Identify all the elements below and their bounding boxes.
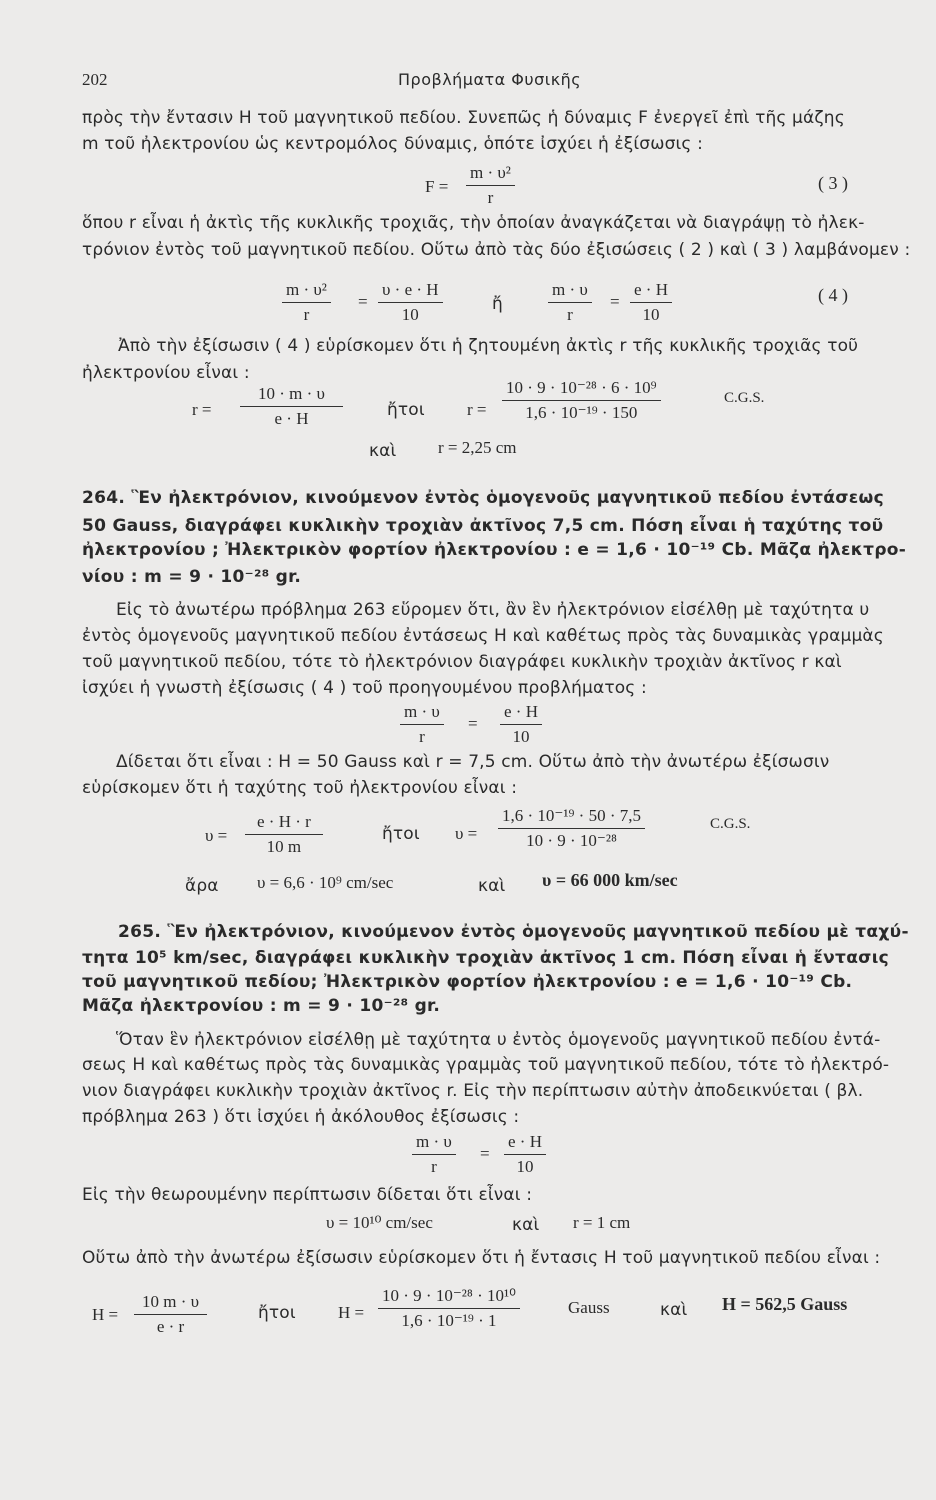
equation-label: ( 3 ) bbox=[818, 173, 848, 193]
text-line: ὅπου r εἶναι ἡ ἀκτὶς τῆς κυκλικῆς τροχιᾶς, τὴν ὁποίαν ἀναγκάζεται νὰ διαγράψῃ τὸ ἠλεκ- bbox=[82, 213, 865, 233]
fraction bbox=[502, 378, 661, 423]
itoi-word: ἤτοι bbox=[258, 1303, 296, 1323]
numerator: e · H bbox=[504, 1132, 546, 1155]
text-line: ἠλεκτρονίου εἶναι : bbox=[82, 363, 250, 383]
equation-lhs: r = bbox=[467, 400, 487, 419]
numerator: m · υ bbox=[412, 1132, 456, 1155]
page-number: 202 bbox=[82, 70, 108, 89]
kai-word: καὶ bbox=[478, 876, 506, 896]
result-value: r = 2,25 cm bbox=[438, 438, 517, 457]
text-line: πρὸς τὴν ἔντασιν H τοῦ μαγνητικοῦ πεδίου. Συνεπῶς ἡ δύναμις F ἐνεργεῖ ἐπὶ τῆς μάζης bbox=[82, 108, 845, 128]
fraction bbox=[282, 280, 331, 325]
result-value: υ = 6,6 · 10⁹ cm/sec bbox=[257, 873, 394, 892]
result-value-bold: H = 562,5 Gauss bbox=[722, 1294, 848, 1314]
numerator: υ · e · H bbox=[378, 280, 443, 303]
numerator: e · H bbox=[630, 280, 672, 303]
denominator: 10 bbox=[512, 727, 530, 746]
equation-lhs: F = bbox=[425, 177, 449, 196]
problem-264-line: 50 Gauss, διαγράφει κυκλικὴν τροχιὰν ἀκτῖνος 7,5 cm. Πόση εἶναι ἡ ταχύτης τοῦ bbox=[82, 516, 884, 536]
numerator: e · H bbox=[500, 702, 542, 725]
equals-sign: = bbox=[610, 292, 620, 311]
itoi-word: ἤτοι bbox=[382, 824, 420, 844]
equals-sign: = bbox=[480, 1144, 490, 1163]
fraction bbox=[134, 1292, 207, 1337]
denominator: 10 m bbox=[266, 837, 302, 856]
problem-265-line: Μᾶζα ἠλεκτρονίου : m = 9 · 10⁻²⁸ gr. bbox=[82, 996, 441, 1016]
fraction bbox=[245, 812, 323, 857]
text-line: Εἰς τὸ ἀνωτέρω πρόβλημα 263 εὕρομεν ὅτι, ἂν ἓν ἠλεκτρόνιον εἰσέλθῃ μὲ ταχύτητα υ bbox=[116, 600, 870, 620]
equation-label: ( 4 ) bbox=[818, 285, 848, 305]
numerator: m · υ² bbox=[466, 163, 515, 186]
running-title: Προβλήματα Φυσικῆς bbox=[398, 70, 582, 89]
text-line: ἐντὸς ὁμογενοῦς μαγνητικοῦ πεδίου ἐντάσεως H καὶ καθέτως πρὸς τὰς δυναμικὰς γραμμὰς bbox=[82, 626, 884, 646]
denominator: r bbox=[567, 305, 573, 324]
text-line: σεως H καὶ καθέτως πρὸς τὰς δυναμικὰς γραμμὰς τοῦ μαγνητικοῦ πεδίου, τότε τὸ ἠλεκτρό- bbox=[82, 1055, 890, 1075]
denominator: r bbox=[303, 305, 310, 324]
equals-sign: = bbox=[468, 714, 478, 733]
or-word: ἤ bbox=[492, 294, 503, 314]
denominator: 1,6 · 10⁻¹⁹ · 1 bbox=[401, 1311, 497, 1330]
text-line: πρόβλημα 263 ) ὅτι ἰσχύει ἡ ἀκόλουθος ἐξίσωσις : bbox=[82, 1107, 520, 1127]
denominator: r bbox=[487, 188, 494, 207]
text-line: νιον διαγράφει κυκλικὴν τροχιὰν ἀκτῖνος r. Εἰς τὴν περίπτωσιν αὐτὴν ἀποδεικνύεται ( βλ. bbox=[82, 1081, 864, 1101]
unit-label: C.G.S. bbox=[724, 390, 765, 406]
ara-word: ἄρα bbox=[185, 876, 219, 896]
text-line: Ἀπὸ τὴν ἐξίσωσιν ( 4 ) εὑρίσκομεν ὅτι ἡ ζητουμένη ἀκτὶς r τῆς κυκλικῆς τροχιᾶς τοῦ bbox=[118, 336, 859, 356]
problem-265-line: τοῦ μαγνητικοῦ πεδίου; Ἠλεκτρικὸν φορτίον ἠλεκτρονίου : e = 1,6 · 10⁻¹⁹ Cb. bbox=[82, 972, 853, 992]
denominator: r bbox=[431, 1157, 437, 1176]
text-line: Εἰς τὴν θεωρουμένην περίπτωσιν δίδεται ὅτι εἶναι : bbox=[82, 1185, 533, 1205]
result-value-bold: υ = 66 000 km/sec bbox=[542, 870, 678, 890]
equals-sign: = bbox=[358, 292, 368, 311]
fraction bbox=[378, 280, 443, 325]
problem-264-line: νίου : m = 9 · 10⁻²⁸ gr. bbox=[82, 567, 302, 587]
numerator: m · υ² bbox=[282, 280, 331, 303]
denominator: 10 bbox=[516, 1157, 534, 1176]
text-line: Οὕτω ἀπὸ τὴν ἀνωτέρω ἐξίσωσιν εὑρίσκομεν ὅτι ἡ ἔντασις H τοῦ μαγνητικοῦ πεδίου εἶναι : bbox=[82, 1248, 881, 1268]
denominator: r bbox=[419, 727, 425, 746]
fraction bbox=[400, 702, 444, 747]
kai-word: καὶ bbox=[660, 1300, 688, 1320]
denominator: e · r bbox=[156, 1317, 185, 1336]
equation-lhs: υ = bbox=[205, 826, 228, 845]
given-value: υ = 10¹⁰ cm/sec bbox=[326, 1213, 433, 1232]
fraction bbox=[498, 806, 645, 851]
denominator: 10 · 9 · 10⁻²⁸ bbox=[526, 831, 617, 850]
numerator: e · H · r bbox=[245, 812, 323, 835]
equation-lhs: υ = bbox=[455, 824, 478, 843]
kai-word: καὶ bbox=[512, 1215, 540, 1235]
numerator: 10 · 9 · 10⁻²⁸ · 6 · 10⁹ bbox=[502, 378, 661, 401]
itoi-word: ἤτοι bbox=[387, 400, 425, 420]
denominator: 10 bbox=[642, 305, 660, 324]
equation-lhs: H = bbox=[338, 1303, 365, 1322]
text-line: τοῦ μαγνητικοῦ πεδίου, τότε τὸ ἠλεκτρόνιον διαγράφει κυκλικὴν τροχιὰν ἀκτῖνος r καὶ bbox=[82, 652, 842, 672]
problem-265-line: 265. Ἓν ἠλεκτρόνιον, κινούμενον ἐντὸς ὁμογενοῦς μαγνητικοῦ πεδίου μὲ ταχύ- bbox=[118, 922, 909, 942]
text-line: εὑρίσκομεν ὅτι ἡ ταχύτης τοῦ ἠλεκτρονίου εἶναι : bbox=[82, 778, 518, 798]
unit-label: Gauss bbox=[568, 1298, 610, 1317]
fraction bbox=[548, 280, 592, 325]
fraction bbox=[412, 1132, 456, 1177]
denominator: e · H bbox=[274, 409, 309, 428]
denominator: 1,6 · 10⁻¹⁹ · 150 bbox=[525, 403, 638, 422]
numerator: 10 · 9 · 10⁻²⁸ · 10¹⁰ bbox=[378, 1286, 520, 1309]
numerator: 10 m · υ bbox=[134, 1292, 207, 1315]
denominator: 10 bbox=[401, 305, 419, 324]
text-line: τρόνιον ἐντὸς τοῦ μαγνητικοῦ πεδίου. Οὕτω ἀπὸ τὰς δύο ἐξισώσεις ( 2 ) καὶ ( 3 ) λαμβάνομεν : bbox=[82, 240, 911, 260]
fraction bbox=[500, 702, 542, 747]
numerator: 1,6 · 10⁻¹⁹ · 50 · 7,5 bbox=[498, 806, 645, 829]
numerator: m · υ bbox=[400, 702, 444, 725]
fraction bbox=[466, 163, 515, 208]
unit-label: C.G.S. bbox=[710, 816, 751, 832]
text-line: m τοῦ ἠλεκτρονίου ὡς κεντρομόλος δύναμις, ὁπότε ἰσχύει ἡ ἐξίσωσις : bbox=[82, 134, 703, 154]
problem-264-line: 264. Ἓν ἠλεκτρόνιον, κινούμενον ἐντὸς ὁμογενοῦς μαγνητικοῦ πεδίου ἐντάσεως bbox=[82, 488, 885, 508]
fraction bbox=[630, 280, 672, 325]
numerator: m · υ bbox=[548, 280, 592, 303]
fraction bbox=[504, 1132, 546, 1177]
text-line: Δίδεται ὅτι εἶναι : H = 50 Gauss καὶ r = 7,5 cm. Οὕτω ἀπὸ τὴν ἀνωτέρω ἐξίσωσιν bbox=[116, 752, 830, 772]
given-value: r = 1 cm bbox=[573, 1213, 631, 1232]
fraction bbox=[240, 384, 343, 429]
problem-264-line: ἠλεκτρονίου ; Ἠλεκτρικὸν φορτίον ἠλεκτρονίου : e = 1,6 · 10⁻¹⁹ Cb. Μᾶζα ἠλεκτρο- bbox=[82, 540, 907, 560]
equation-lhs: H = bbox=[92, 1305, 119, 1324]
fraction bbox=[378, 1286, 520, 1331]
text-line: ἰσχύει ἡ γνωστὴ ἐξίσωσις ( 4 ) τοῦ προηγουμένου προβλήματος : bbox=[82, 678, 647, 698]
problem-265-line: τητα 10⁵ km/sec, διαγράφει κυκλικὴν τροχιὰν ἀκτῖνος 1 cm. Πόση εἶναι ἡ ἔντασις bbox=[82, 948, 890, 968]
kai-word: καὶ bbox=[369, 441, 397, 461]
equation-lhs: r = bbox=[192, 400, 212, 419]
text-line: Ὅταν ἓν ἠλεκτρόνιον εἰσέλθῃ μὲ ταχύτητα υ ἐντὸς ὁμογενοῦς μαγνητικοῦ πεδίου ἐντά- bbox=[116, 1030, 881, 1050]
numerator: 10 · m · υ bbox=[240, 384, 343, 407]
